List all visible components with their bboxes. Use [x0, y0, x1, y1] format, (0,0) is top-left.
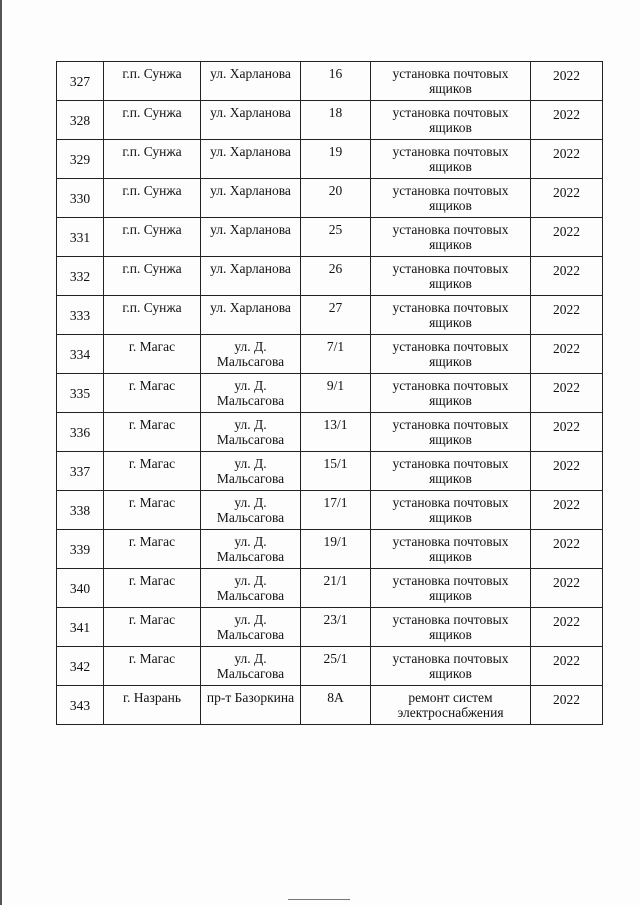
street-cell: ул. Харланова [201, 257, 301, 296]
street-cell: ул. Харланова [201, 179, 301, 218]
work-type-cell: ремонт систем электроснабжения [371, 686, 531, 725]
street-cell: ул. Д. Мальсагова [201, 374, 301, 413]
house-number-cell: 26 [301, 257, 371, 296]
settlement-cell: г. Магас [104, 374, 201, 413]
table-row [57, 530, 603, 569]
street-cell: ул. Д. Мальсагова [201, 530, 301, 569]
house-number-cell: 7/1 [301, 335, 371, 374]
street-cell: ул. Харланова [201, 218, 301, 257]
street-cell: ул. Харланова [201, 296, 301, 335]
table-row [57, 413, 603, 452]
row-number-cell: 327 [57, 62, 104, 101]
street-cell: ул. Харланова [201, 140, 301, 179]
settlement-cell: г.п. Сунжа [104, 296, 201, 335]
house-number-cell: 21/1 [301, 569, 371, 608]
row-number-cell: 339 [57, 530, 104, 569]
table-row [57, 296, 603, 335]
settlement-cell: г.п. Сунжа [104, 140, 201, 179]
row-number-cell: 328 [57, 101, 104, 140]
page-edge-line [0, 0, 2, 905]
work-type-cell: установка почтовых ящиков [371, 62, 531, 101]
year-cell: 2022 [531, 491, 603, 530]
settlement-cell: г. Магас [104, 335, 201, 374]
work-type-cell: установка почтовых ящиков [371, 530, 531, 569]
row-number-cell: 335 [57, 374, 104, 413]
house-number-cell: 8А [301, 686, 371, 725]
table-row [57, 62, 603, 101]
year-cell: 2022 [531, 374, 603, 413]
street-cell: ул. Д. Мальсагова [201, 608, 301, 647]
table-row [57, 140, 603, 179]
year-cell: 2022 [531, 257, 603, 296]
settlement-cell: г.п. Сунжа [104, 62, 201, 101]
row-number-cell: 337 [57, 452, 104, 491]
year-cell: 2022 [531, 296, 603, 335]
year-cell: 2022 [531, 413, 603, 452]
year-cell: 2022 [531, 62, 603, 101]
row-number-cell: 336 [57, 413, 104, 452]
work-type-cell: установка почтовых ящиков [371, 101, 531, 140]
year-cell: 2022 [531, 140, 603, 179]
year-cell: 2022 [531, 335, 603, 374]
year-cell: 2022 [531, 608, 603, 647]
year-cell: 2022 [531, 647, 603, 686]
settlement-cell: г.п. Сунжа [104, 179, 201, 218]
work-type-cell: установка почтовых ящиков [371, 140, 531, 179]
work-type-cell: установка почтовых ящиков [371, 218, 531, 257]
settlement-cell: г. Магас [104, 608, 201, 647]
page-bottom-mark [288, 899, 350, 900]
table-row [57, 686, 603, 725]
table-row [57, 218, 603, 257]
year-cell: 2022 [531, 452, 603, 491]
work-type-cell: установка почтовых ящиков [371, 257, 531, 296]
house-number-cell: 9/1 [301, 374, 371, 413]
row-number-cell: 330 [57, 179, 104, 218]
row-number-cell: 342 [57, 647, 104, 686]
works-table [56, 61, 603, 725]
year-cell: 2022 [531, 179, 603, 218]
work-type-cell: установка почтовых ящиков [371, 296, 531, 335]
settlement-cell: г. Магас [104, 647, 201, 686]
settlement-cell: г. Магас [104, 491, 201, 530]
work-type-cell: установка почтовых ящиков [371, 647, 531, 686]
street-cell: ул. Харланова [201, 101, 301, 140]
table-row [57, 608, 603, 647]
house-number-cell: 27 [301, 296, 371, 335]
house-number-cell: 15/1 [301, 452, 371, 491]
settlement-cell: г.п. Сунжа [104, 101, 201, 140]
house-number-cell: 19 [301, 140, 371, 179]
street-cell: ул. Харланова [201, 62, 301, 101]
table-row [57, 179, 603, 218]
row-number-cell: 329 [57, 140, 104, 179]
house-number-cell: 25 [301, 218, 371, 257]
settlement-cell: г.п. Сунжа [104, 218, 201, 257]
settlement-cell: г. Магас [104, 569, 201, 608]
house-number-cell: 17/1 [301, 491, 371, 530]
street-cell: ул. Д. Мальсагова [201, 413, 301, 452]
row-number-cell: 338 [57, 491, 104, 530]
table-row [57, 569, 603, 608]
work-type-cell: установка почтовых ящиков [371, 413, 531, 452]
settlement-cell: г. Магас [104, 452, 201, 491]
house-number-cell: 19/1 [301, 530, 371, 569]
street-cell: пр-т Базоркина [201, 686, 301, 725]
settlement-cell: г. Магас [104, 530, 201, 569]
settlement-cell: г.п. Сунжа [104, 257, 201, 296]
works-table-body [57, 62, 603, 725]
row-number-cell: 334 [57, 335, 104, 374]
table-row [57, 452, 603, 491]
row-number-cell: 333 [57, 296, 104, 335]
street-cell: ул. Д. Мальсагова [201, 452, 301, 491]
work-type-cell: установка почтовых ящиков [371, 569, 531, 608]
work-type-cell: установка почтовых ящиков [371, 374, 531, 413]
table-row [57, 374, 603, 413]
house-number-cell: 23/1 [301, 608, 371, 647]
row-number-cell: 331 [57, 218, 104, 257]
street-cell: ул. Д. Мальсагова [201, 569, 301, 608]
street-cell: ул. Д. Мальсагова [201, 647, 301, 686]
row-number-cell: 340 [57, 569, 104, 608]
work-type-cell: установка почтовых ящиков [371, 491, 531, 530]
row-number-cell: 341 [57, 608, 104, 647]
work-type-cell: установка почтовых ящиков [371, 335, 531, 374]
year-cell: 2022 [531, 218, 603, 257]
table-row [57, 101, 603, 140]
year-cell: 2022 [531, 101, 603, 140]
house-number-cell: 20 [301, 179, 371, 218]
house-number-cell: 25/1 [301, 647, 371, 686]
work-type-cell: установка почтовых ящиков [371, 608, 531, 647]
street-cell: ул. Д. Мальсагова [201, 335, 301, 374]
settlement-cell: г. Магас [104, 413, 201, 452]
house-number-cell: 13/1 [301, 413, 371, 452]
row-number-cell: 343 [57, 686, 104, 725]
street-cell: ул. Д. Мальсагова [201, 491, 301, 530]
table-row [57, 257, 603, 296]
work-type-cell: установка почтовых ящиков [371, 179, 531, 218]
table-row [57, 335, 603, 374]
year-cell: 2022 [531, 530, 603, 569]
work-type-cell: установка почтовых ящиков [371, 452, 531, 491]
settlement-cell: г. Назрань [104, 686, 201, 725]
table-row [57, 647, 603, 686]
table-row [57, 491, 603, 530]
house-number-cell: 16 [301, 62, 371, 101]
house-number-cell: 18 [301, 101, 371, 140]
row-number-cell: 332 [57, 257, 104, 296]
year-cell: 2022 [531, 569, 603, 608]
year-cell: 2022 [531, 686, 603, 725]
